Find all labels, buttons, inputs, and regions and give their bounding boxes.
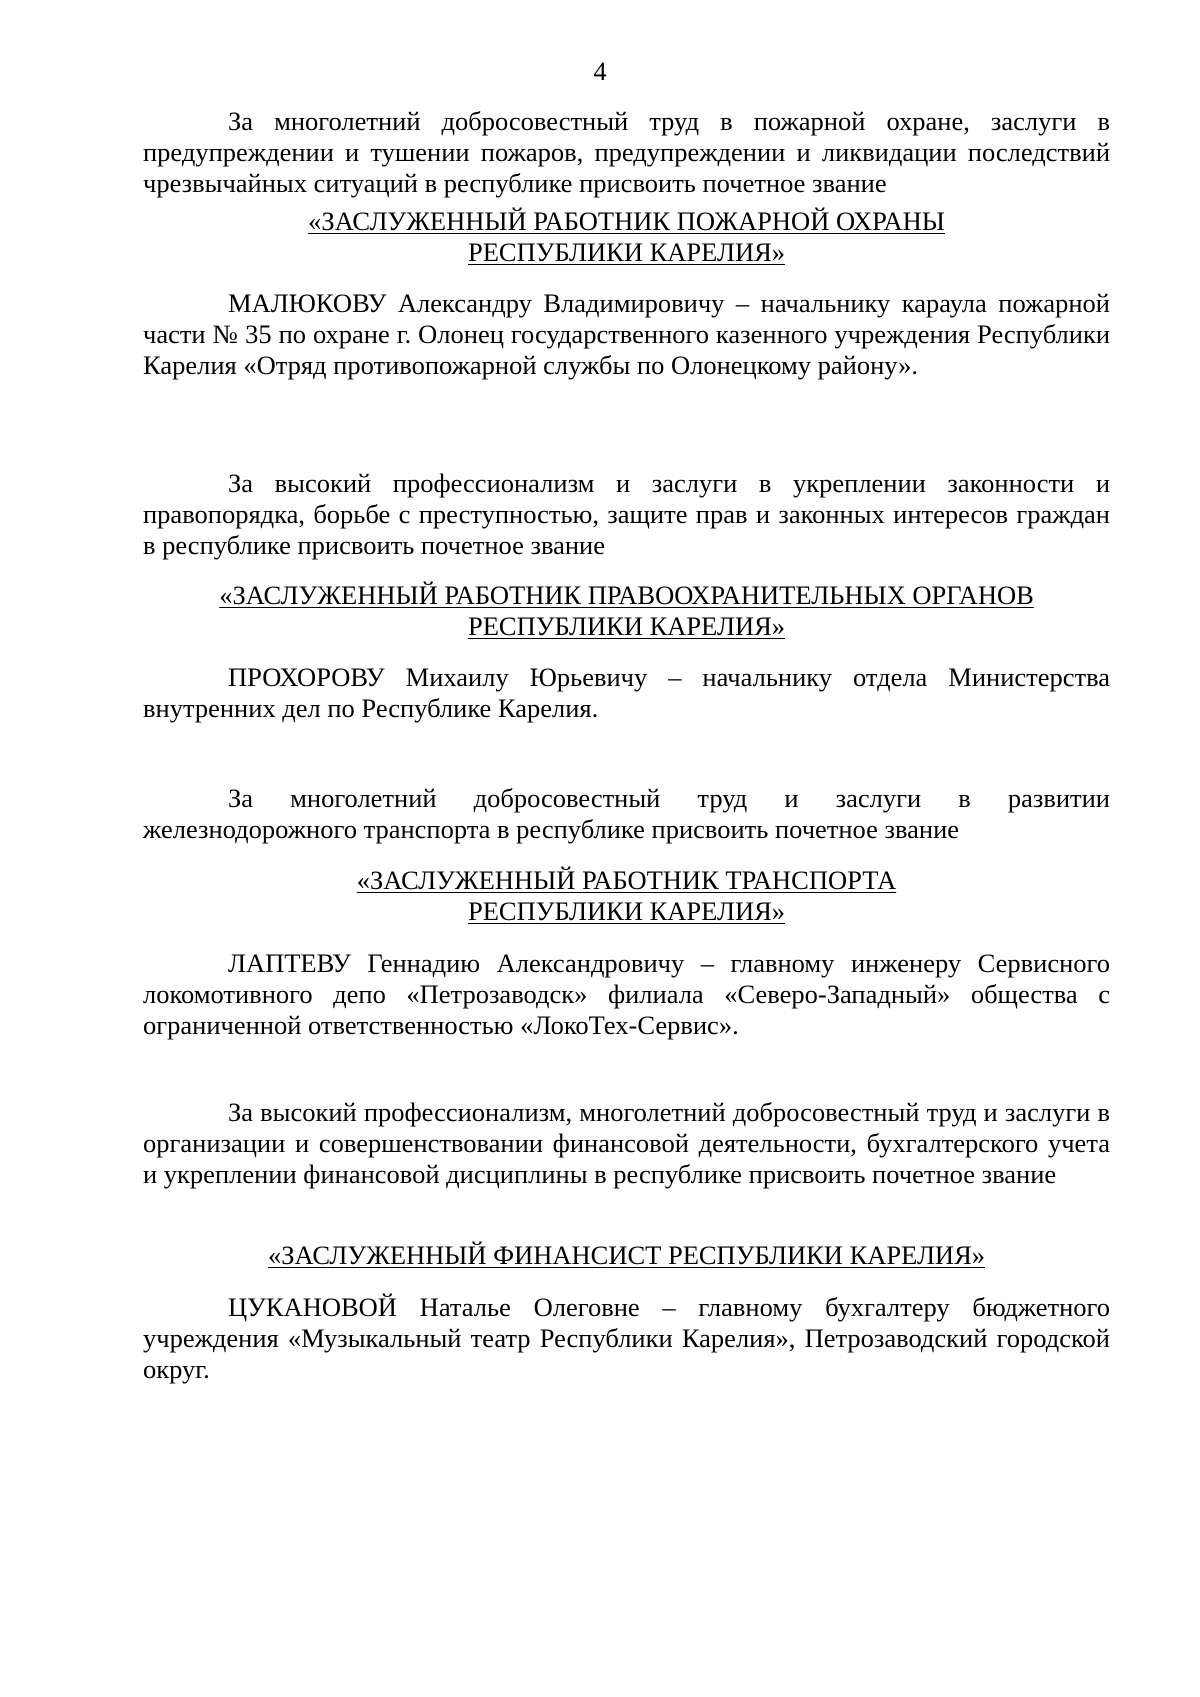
- awardee-paragraph: МАЛЮКОВУ Александру Владимировичу – начальнику караула пожарной части № 35 по охране г. Олонец государственного казенного учреждения Республики Карелия «Отряд противопожарной службы по Олонецкому району».: [143, 288, 1110, 380]
- section-transport-title: [143, 865, 1110, 927]
- award-title-line: «ЗАСЛУЖЕННЫЙ РАБОТНИК ПРАВООХРАНИТЕЛЬНЫХ ОРГАНОВ: [219, 580, 1034, 610]
- awardee-paragraph: ЛАПТЕВУ Геннадию Александровичу – главному инженеру Сервисного локомотивного депо «Петрозаводск» филиала «Северо-Западный» общества с ограниченной ответственностью «ЛокоТех-Сервис».: [143, 948, 1110, 1040]
- award-title: [143, 206, 1110, 268]
- award-title-line: «ЗАСЛУЖЕННЫЙ ФИНАНСИСТ РЕСПУБЛИКИ КАРЕЛИЯ»: [268, 1240, 985, 1270]
- section-finance-intro: [143, 1097, 1110, 1190]
- section-finance-awardee: [143, 1292, 1110, 1385]
- section-fire-intro: [143, 106, 1110, 199]
- intro-paragraph: За высокий профессионализм и заслуги в укреплении законности и правопорядка, борьбе с преступностью, защите прав и законных интересов граждан в республике присвоить почетное звание: [143, 468, 1110, 560]
- award-title-line: «ЗАСЛУЖЕННЫЙ РАБОТНИК ТРАНСПОРТА: [356, 865, 897, 895]
- section-transport-intro: [143, 783, 1110, 845]
- awardee-paragraph: ПРОХОРОВУ Михаилу Юрьевичу – начальнику отдела Министерства внутренних дел по Республике Карелия.: [143, 662, 1110, 723]
- award-title-line: РЕСПУБЛИКИ КАРЕЛИЯ»: [467, 611, 786, 641]
- section-fire-awardee: [143, 288, 1110, 381]
- award-title: [143, 580, 1110, 642]
- award-title-line: РЕСПУБЛИКИ КАРЕЛИЯ»: [467, 237, 786, 267]
- section-law-intro: [143, 468, 1110, 561]
- awardee-paragraph: ЦУКАНОВОЙ Наталье Олеговне – главному бухгалтеру бюджетного учреждения «Музыкальный театр Республики Карелия», Петрозаводский городской округ.: [143, 1292, 1110, 1384]
- award-title: [143, 865, 1110, 927]
- award-title-line: «ЗАСЛУЖЕННЫЙ РАБОТНИК ПОЖАРНОЙ ОХРАНЫ: [308, 206, 945, 236]
- intro-paragraph: За многолетний добросовестный труд и заслуги в развитии железнодорожного транспорта в республике присвоить почетное звание: [143, 783, 1110, 844]
- page-number: 4: [593, 56, 607, 86]
- intro-paragraph: За многолетний добросовестный труд в пожарной охране, заслуги в предупреждении и тушении пожаров, предупреждении и ликвидации последствий чрезвычайных ситуаций в республике присвоить почетное звание: [143, 106, 1110, 198]
- award-title-line: РЕСПУБЛИКИ КАРЕЛИЯ»: [467, 896, 786, 926]
- section-fire-title: [143, 206, 1110, 268]
- section-transport-awardee: [143, 948, 1110, 1041]
- award-title: [143, 1240, 1110, 1271]
- section-law-title: [143, 580, 1110, 642]
- section-law-awardee: [143, 662, 1110, 724]
- intro-paragraph: За высокий профессионализм, многолетний добросовестный труд и заслуги в организации и совершенствовании финансовой деятельности, бухгалтерского учета и укреплении финансовой дисциплины в республике присвоить почетное звание: [143, 1097, 1110, 1189]
- section-finance-title: [143, 1240, 1110, 1271]
